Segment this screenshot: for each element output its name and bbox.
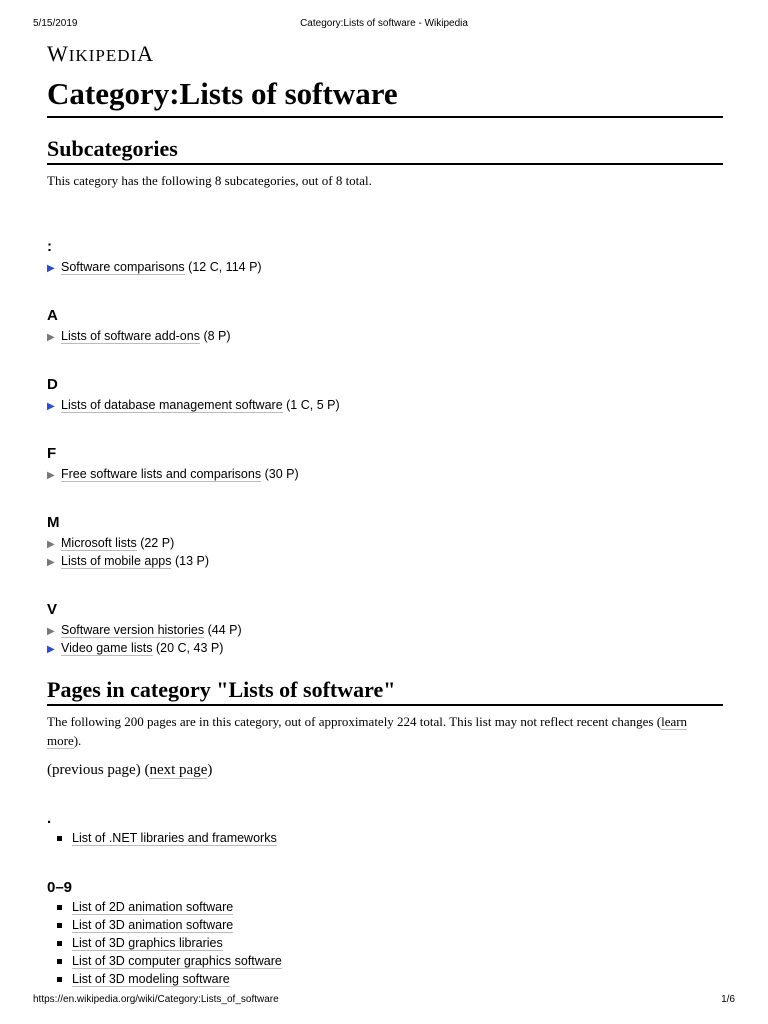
page-list-item [47,916,723,934]
subcategory-item [47,534,723,552]
expand-triangle-icon[interactable]: ▶ [47,332,55,343]
square-bullet-icon [57,836,62,841]
subcategory-list [47,534,723,570]
page-groups [47,810,723,988]
subcategory-count: (44 P) [207,623,242,637]
subcategory-list [47,327,723,345]
page-link[interactable]: List of 3D computer graphics software [72,954,282,968]
subcategory-item [47,639,723,657]
square-bullet-icon [57,941,62,946]
subcategory-link[interactable]: Lists of mobile apps [61,554,172,568]
subcategory-list [47,258,723,276]
page-list [47,898,723,988]
page-group-header: . [47,810,52,827]
page-link[interactable]: List of 3D animation software [72,918,234,932]
page-link[interactable]: List of 3D graphics libraries [72,936,223,950]
print-date: 5/15/2019 [33,18,78,29]
subcategories-heading: Subcategories [47,136,723,165]
expand-triangle-icon[interactable]: ▶ [47,539,55,550]
square-bullet-icon [57,923,62,928]
subcategory-link[interactable]: Lists of software add-ons [61,329,200,343]
subcategory-count: (8 P) [203,329,231,343]
subcategory-count: (20 C, 43 P) [155,641,224,655]
page-link[interactable]: List of 2D animation software [72,900,234,914]
subcategory-item [47,396,723,414]
next-page-link[interactable]: next page [149,762,208,778]
subcategory-groups [47,238,723,657]
expand-triangle-icon[interactable]: ▶ [47,470,55,481]
print-title: Category:Lists of software - Wikipedia [300,18,468,29]
subcategory-link[interactable]: Video game lists [61,641,153,655]
expand-triangle-icon[interactable]: ▶ [47,644,55,655]
subcategory-link[interactable]: Lists of database management software [61,398,283,412]
subcategory-list [47,465,723,483]
subcategory-link[interactable]: Software comparisons [61,260,185,274]
expand-triangle-icon[interactable]: ▶ [47,626,55,637]
page-group-header: 0–9 [47,879,73,896]
subcategory-item [47,258,723,276]
page-list-item [47,829,723,847]
print-footer [33,994,735,1008]
print-page-number: 1/6 [721,994,735,1005]
subcategory-group-header: F [47,445,57,462]
subcategory-item [47,465,723,483]
subcategory-item [47,552,723,570]
subcategory-item [47,621,723,639]
subcategory-group-header: A [47,307,58,324]
pages-description: The following 200 pages are in this category, out of approximately 224 total. This list may not reflect recent changes (learn more). [47,714,688,748]
page-link[interactable]: List of 3D modeling software [72,972,230,986]
subcategories-description: This category has the following 8 subcategories, out of 8 total. [47,173,372,188]
pages-heading: Pages in category "Lists of software" [47,677,723,706]
subcategory-item [47,327,723,345]
page-title: Category:Lists of software [47,76,723,118]
page-link[interactable]: List of .NET libraries and frameworks [72,831,277,845]
previous-page-text: (previous page) [47,762,141,778]
expand-triangle-icon[interactable]: ▶ [47,263,55,274]
square-bullet-icon [57,977,62,982]
subcategory-count: (1 C, 5 P) [286,398,340,412]
expand-triangle-icon[interactable]: ▶ [47,401,55,412]
page-list-item [47,898,723,916]
page-content [47,38,723,988]
wikipedia-wordmark[interactable]: WIKIPEDIA [47,41,155,66]
page-list-item [47,934,723,952]
subcategory-group-header: M [47,514,60,531]
subcategory-count: (12 C, 114 P) [188,260,262,274]
subcategory-link[interactable]: Software version histories [61,623,205,637]
subcategory-list [47,396,723,414]
page-list [47,829,723,847]
page-list-item [47,952,723,970]
subcategory-count: (22 P) [140,536,175,550]
square-bullet-icon [57,959,62,964]
subcategory-link[interactable]: Microsoft lists [61,536,137,550]
subcategory-list [47,621,723,657]
page-list-item [47,970,723,988]
print-header [33,18,735,32]
pager: (previous page) (next page) [47,762,213,778]
square-bullet-icon [57,905,62,910]
expand-triangle-icon[interactable]: ▶ [47,557,55,568]
print-url: https://en.wikipedia.org/wiki/Category:Lists_of_software [33,994,279,1005]
subcategory-link[interactable]: Free software lists and comparisons [61,467,262,481]
subcategory-count: (30 P) [264,467,299,481]
subcategory-count: (13 P) [174,554,210,568]
learn-more-link[interactable]: learn more [47,714,688,748]
subcategory-group-header: : [47,238,52,255]
subcategory-group-header: V [47,601,58,618]
subcategory-group-header: D [47,376,58,393]
